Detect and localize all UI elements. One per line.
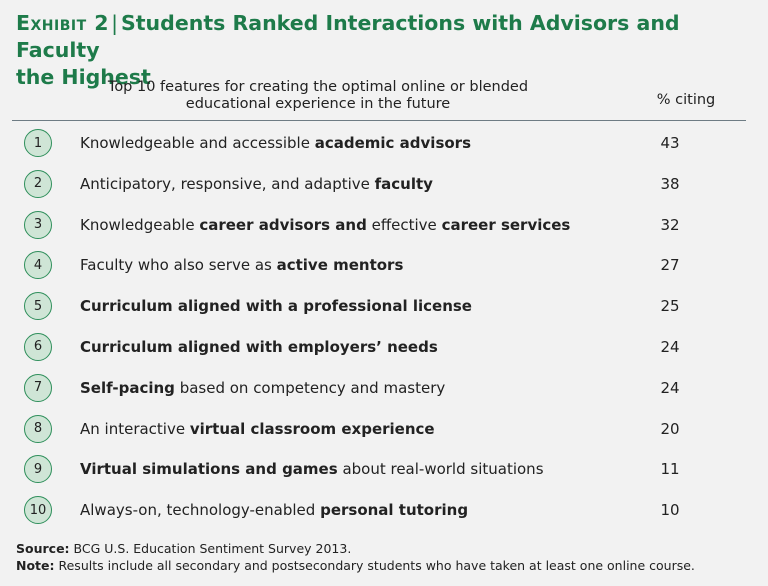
list-item <box>0 206 768 247</box>
percent-citing-value: 32 <box>660 215 680 234</box>
percent-citing-value: 11 <box>660 460 680 479</box>
table-subtitle: Top 10 features for creating the optimal online or blended educational experience in the future <box>107 79 529 112</box>
list-item <box>0 410 768 451</box>
feature-label-bold: personal tutoring <box>320 501 469 520</box>
rank-badge: 3 <box>24 211 52 239</box>
feature-label-text: based on competency and mastery <box>174 378 446 397</box>
feature-label-bold: career advisors and <box>199 215 367 234</box>
title-text-line1: Students Ranked Interactions with Advisors and Faculty <box>16 11 680 62</box>
list-item <box>0 328 768 369</box>
feature-label <box>80 256 640 274</box>
feature-label-text: Always-on, technology-enabled <box>80 501 321 520</box>
feature-label-bold: faculty <box>374 174 433 193</box>
footer-notes <box>16 540 756 574</box>
list-item <box>0 450 768 491</box>
list-item <box>0 491 768 532</box>
feature-label-bold: career services <box>441 215 571 234</box>
note-label: Note: <box>16 558 55 573</box>
list-item <box>0 246 768 287</box>
header-rule <box>12 120 746 121</box>
exhibit-number: Exhibit 2 <box>16 11 110 35</box>
list-item <box>0 124 768 165</box>
feature-label-text: Knowledgeable <box>80 215 200 234</box>
feature-label-text: effective <box>366 215 442 234</box>
percent-citing-value: 24 <box>660 337 680 356</box>
percent-citing-value: 10 <box>660 501 680 520</box>
feature-label-bold: Virtual simulations and games <box>80 460 338 479</box>
percent-citing-value: 25 <box>660 297 680 316</box>
rank-badge: 10 <box>24 496 52 524</box>
rank-badge: 1 <box>24 129 52 157</box>
list-item <box>0 287 768 328</box>
feature-label-bold: Curriculum aligned with a professional license <box>80 297 472 316</box>
feature-label-bold: Self-pacing <box>80 378 175 397</box>
title-text-line2: the Highest <box>16 65 151 89</box>
feature-label-text: An interactive <box>80 419 190 438</box>
feature-label-bold: Curriculum aligned with employers’ needs <box>80 337 438 356</box>
source-text: BCG U.S. Education Sentiment Survey 2013. <box>69 541 352 556</box>
feature-label-text: Knowledgeable and accessible <box>80 134 315 152</box>
feature-label-bold: academic advisors <box>314 134 472 152</box>
rank-badge: 4 <box>24 251 52 279</box>
feature-label-text: Faculty who also serve as <box>80 256 277 275</box>
list-item <box>0 165 768 206</box>
feature-label-bold: active mentors <box>276 256 404 275</box>
feature-label <box>80 420 640 438</box>
source-line <box>16 540 756 557</box>
rank-badge: 8 <box>24 415 52 443</box>
note-line <box>16 557 756 574</box>
ranked-features-list <box>0 124 768 532</box>
rank-badge: 5 <box>24 292 52 320</box>
feature-label <box>80 175 640 193</box>
note-text: Results include all secondary and postsecondary students who have taken at least one online course. <box>54 558 695 573</box>
feature-label <box>80 297 640 315</box>
feature-label-text: about real-world situations <box>337 460 544 479</box>
column-header-percent: % citing <box>656 92 716 108</box>
percent-citing-value: 38 <box>660 174 680 193</box>
feature-label <box>80 134 640 152</box>
rank-badge: 2 <box>24 170 52 198</box>
rank-badge: 6 <box>24 333 52 361</box>
feature-label <box>80 379 640 397</box>
feature-label <box>80 216 640 234</box>
feature-label-bold: virtual classroom experience <box>189 419 435 438</box>
list-item <box>0 369 768 410</box>
percent-citing-value: 20 <box>660 419 680 438</box>
source-label: Source: <box>16 541 70 556</box>
feature-label <box>80 501 640 519</box>
percent-citing-value: 24 <box>660 378 680 397</box>
rank-badge: 7 <box>24 374 52 402</box>
feature-label <box>80 338 640 356</box>
percent-citing-value: 43 <box>660 134 680 152</box>
rank-badge: 9 <box>24 455 52 483</box>
feature-label-text: Anticipatory, responsive, and adaptive <box>80 174 375 193</box>
feature-label <box>80 460 640 478</box>
title-separator: | <box>111 11 118 35</box>
percent-citing-value: 27 <box>660 256 680 275</box>
